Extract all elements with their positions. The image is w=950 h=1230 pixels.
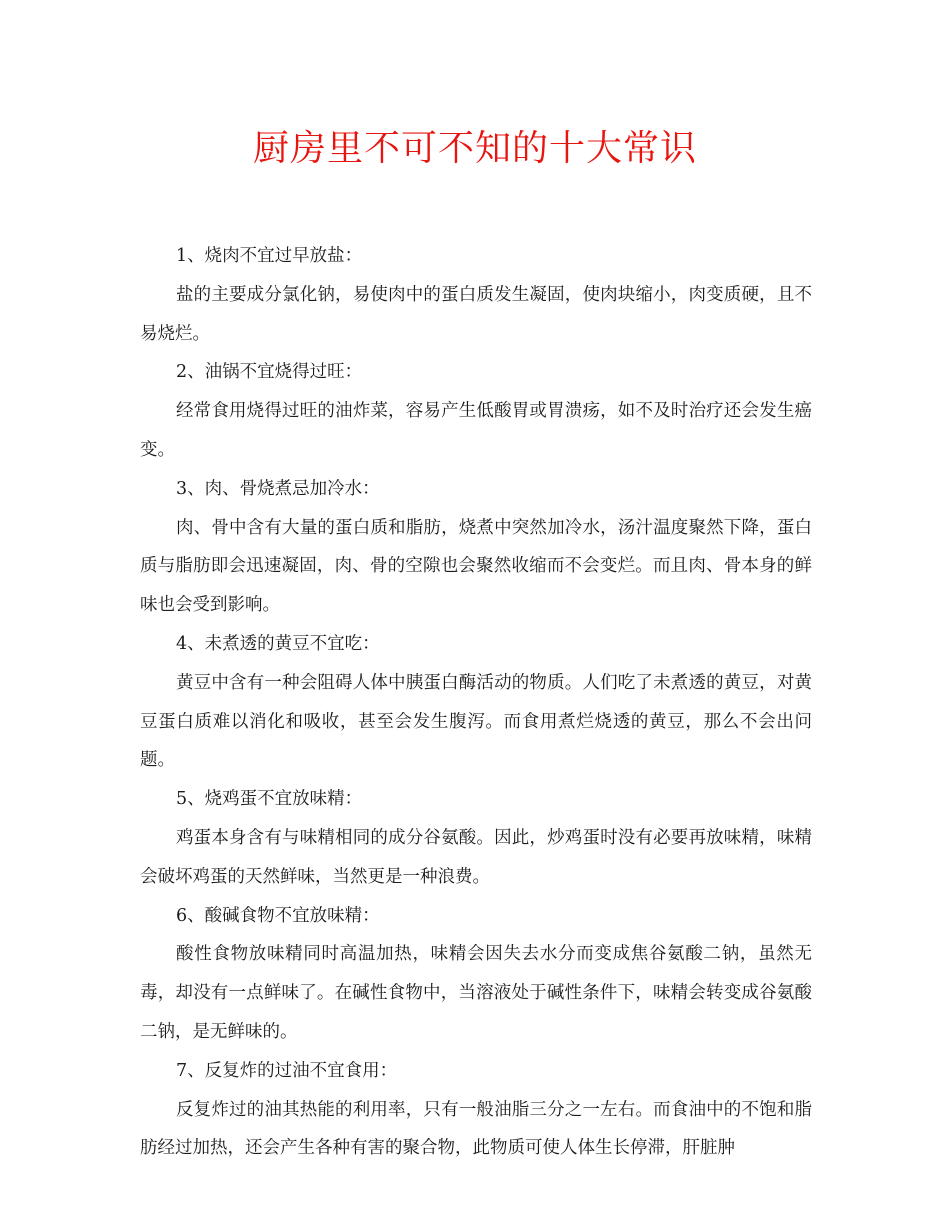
section-paragraph-3: 肉、骨中含有大量的蛋白质和脂肪，烧煮中突然加冷水，汤汁温度聚然下降，蛋白质与脂肪即会迅速凝固，肉、骨的空隙也会聚然收缩而不会变烂。而且肉、骨本身的鲜味也会受到影响。: [140, 517, 812, 616]
section-paragraph-6: 酸性食物放味精同时高温加热，味精会因失去水分而变成焦谷氨酸二钠，虽然无毒，却没有一点鲜味了。在碱性食物中，当溶液处于碱性条件下，味精会转变成谷氨酸二钠，是无鲜味的。: [140, 944, 812, 1042]
section-heading-6: 6、酸碱食物不宜放味精：: [176, 905, 380, 926]
section-heading-4: 4、未煮透的黄豆不宜吃：: [176, 633, 380, 654]
document-body: [140, 237, 812, 1168]
document-title: 厨房里不可不知的十大常识: [252, 128, 697, 169]
section-paragraph-2: 经常食用烧得过旺的油炸菜，容易产生低酸胃或胃溃疡，如不及时治疗还会发生癌变。: [140, 401, 812, 460]
section-heading-3: 3、肉、骨烧煮忌加冷水：: [176, 478, 380, 499]
section-paragraph-5: 鸡蛋本身含有与味精相同的成分谷氨酸。因此，炒鸡蛋时没有必要再放味精，味精会破坏鸡蛋的天然鲜味，当然更是一种浪费。: [140, 827, 812, 887]
section-paragraph-7: 反复炸过的油其热能的利用率，只有一般油脂三分之一左右。而食油中的不饱和脂肪经过加热，还会产生各种有害的聚合物，此物质可使人体生长停滞，肝脏肿: [140, 1099, 812, 1159]
section-heading-5: 5、烧鸡蛋不宜放味精：: [176, 789, 363, 810]
section-heading-2: 2、油锅不宜烧得过旺：: [176, 362, 363, 383]
section-heading-1: 1、烧肉不宜过早放盐：: [176, 246, 363, 266]
section-heading-7: 7、反复炸的过油不宜食用：: [176, 1060, 398, 1081]
section-paragraph-1: 盐的主要成分氯化钠，易使肉中的蛋白质发生凝固，使肉块缩小，肉变质硬，且不易烧烂。: [140, 284, 812, 344]
section-paragraph-4: 黄豆中含有一种会阻碍人体中胰蛋白酶活动的物质。人们吃了未煮透的黄豆，对黄豆蛋白质难以消化和吸收，甚至会发生腹泻。而食用煮烂烧透的黄豆，那么不会出问题。: [140, 672, 812, 771]
